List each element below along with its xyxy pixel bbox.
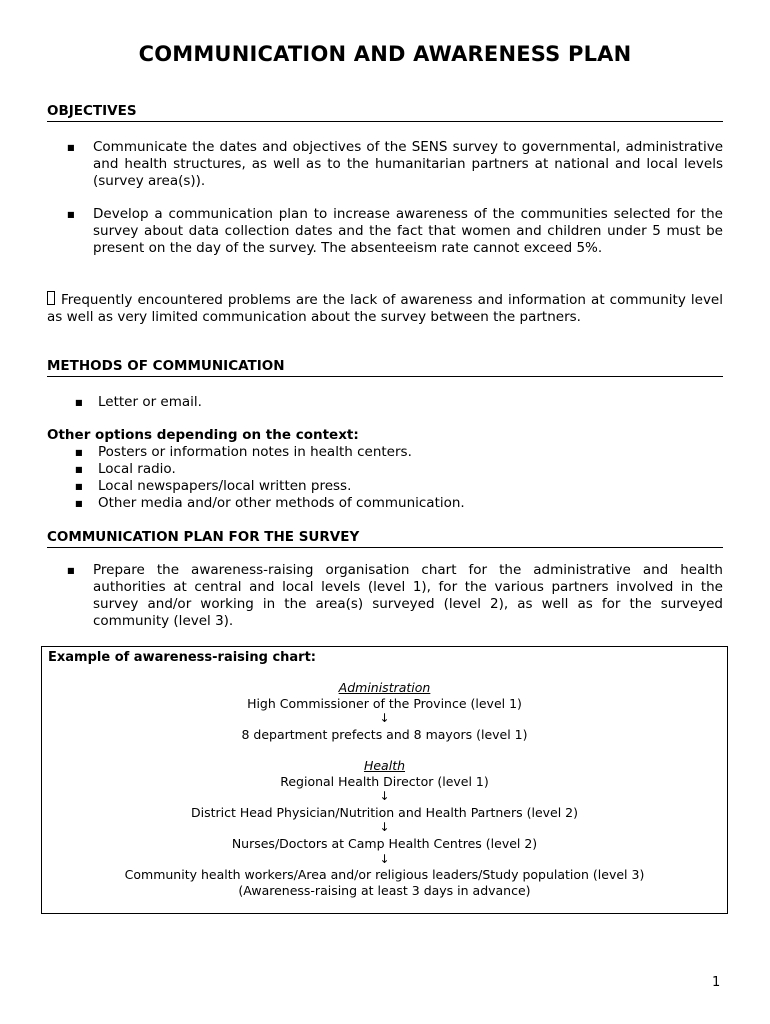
list-item (75, 478, 675, 495)
methods-heading: METHODS OF COMMUNICATION (47, 357, 723, 377)
square-bullet-icon: ■ (75, 465, 83, 474)
down-arrow-icon: ↓ (379, 711, 390, 726)
objectives-bullet-2 (67, 206, 723, 257)
square-bullet-icon: ■ (67, 143, 75, 152)
list-item-text: Letter or email. (98, 394, 202, 410)
other-options-heading: Other options depending on the context: (47, 427, 359, 443)
administration-label: Administration (338, 680, 431, 695)
plan-text: Prepare the awareness-raising organisation chart for the administrative and health authorities at central and local levels (level 1), for the various partners involved in the survey and/or working in the area(s) surveyed (level 2), as well as for the surveyed community (level 3). (93, 562, 723, 629)
spacer (42, 742, 727, 758)
square-bullet-icon: ■ (75, 398, 83, 407)
awareness-chart-box (41, 646, 728, 914)
list-item (75, 495, 675, 512)
objectives-bullet-1 (67, 139, 723, 190)
page-number: 1 (712, 975, 721, 990)
list-item-text: Other media and/or other methods of communication. (98, 495, 465, 511)
problems-note (47, 291, 723, 326)
chart-line: Nurses/Doctors at Camp Health Centres (level 2) (231, 835, 538, 851)
page-title: COMMUNICATION AND AWARENESS PLAN (138, 42, 632, 66)
list-item (75, 394, 675, 411)
problems-note-text: Frequently encountered problems are the lack of awareness and information at community level as well as very limited communication about the survey between the partners. (47, 292, 723, 325)
list-item-text: Local newspapers/local written press. (98, 478, 352, 494)
chart-line: (Awareness-raising at least 3 days in advance) (238, 882, 531, 898)
awareness-chart (42, 680, 727, 898)
chart-box-title: Example of awareness-raising chart: (48, 650, 317, 665)
methods-primary-list (75, 394, 675, 411)
square-bullet-icon: ■ (75, 448, 83, 457)
down-arrow-icon: ↓ (379, 820, 390, 835)
plan-bullet-1 (67, 562, 723, 630)
objective-text: Communicate the dates and objectives of the SENS survey to governmental, administrative and health structures, as well as to the humanitarian partners at national and local levels (survey area(s)). (93, 139, 723, 189)
down-arrow-icon: ↓ (379, 851, 390, 866)
plan-heading: COMMUNICATION PLAN FOR THE SURVEY (47, 528, 723, 548)
methods-other-list (75, 444, 675, 512)
list-item-text: Posters or information notes in health centers. (98, 444, 412, 460)
health-label: Health (363, 757, 406, 773)
objectives-heading: OBJECTIVES (47, 102, 723, 122)
chart-line: High Commissioner of the Province (level 1) (247, 695, 522, 711)
list-item-text: Local radio. (98, 461, 176, 477)
chart-line: District Head Physician/Nutrition and Health Partners (level 2) (190, 804, 579, 820)
list-item (75, 444, 675, 461)
chart-line: Regional Health Director (level 1) (280, 773, 489, 789)
square-bullet-icon: ■ (75, 499, 83, 508)
chart-line: 8 department prefects and 8 mayors (level 1) (241, 726, 528, 742)
square-bullet-icon: ■ (67, 566, 75, 575)
square-bullet-icon: ■ (75, 482, 83, 491)
objective-text: Develop a communication plan to increase awareness of the communities selected for the survey about data collection dates and the fact that women and children under 5 must be present on the day of the survey. The absenteeism rate cannot exceed 5%. (93, 206, 723, 256)
chart-line: Community health workers/Area and/or religious leaders/Study population (level 3) (124, 867, 645, 883)
symbol-placeholder-icon (47, 291, 55, 305)
down-arrow-icon: ↓ (379, 789, 390, 804)
list-item (75, 461, 675, 478)
square-bullet-icon: ■ (67, 210, 75, 219)
